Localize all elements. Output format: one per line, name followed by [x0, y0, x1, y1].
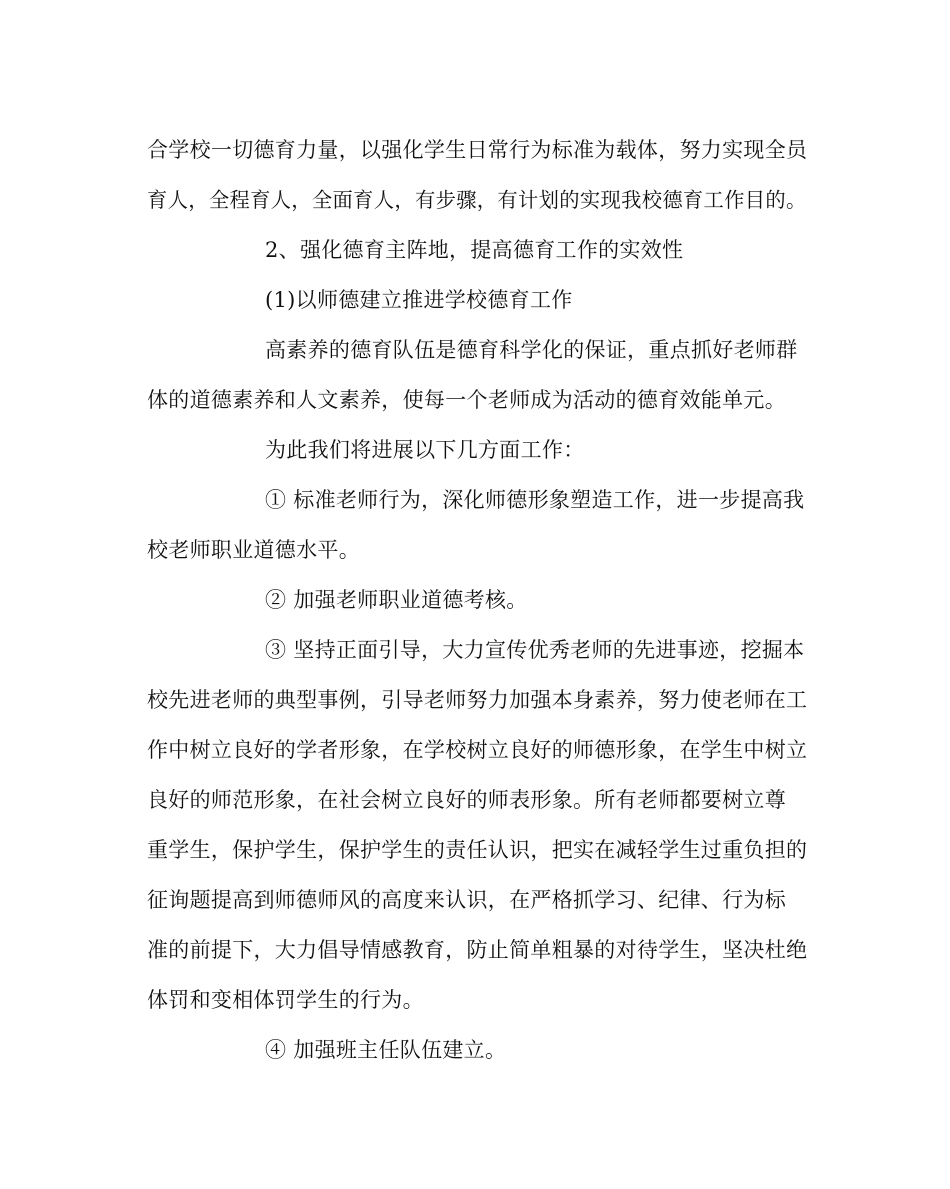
- text-line: ① 标准老师行为，深化师德形象塑造工作，进一步提高我: [265, 488, 805, 512]
- text-line: 合学校一切德育力量，以强化学生日常行为标准为载体，努力实现全员: [147, 138, 808, 162]
- text-line: ④ 加强班主任队伍建立。: [265, 1038, 507, 1062]
- text-line: 体罚和变相体罚学生的行为。: [147, 988, 424, 1012]
- text-line: 作中树立良好的学者形象，在学校树立良好的师德形象，在学生中树立: [147, 738, 808, 762]
- text-line: 体的道德素养和人文素养，使每一个老师成为活动的德育效能单元。: [147, 388, 786, 412]
- text-line: ③ 坚持正面引导，大力宣传优秀老师的先进事迹，挖掘本: [265, 638, 805, 662]
- text-line: 准的前提下，大力倡导情感教育，防止简单粗暴的对待学生，坚决杜绝: [147, 938, 808, 962]
- text-line: ② 加强老师职业道德考核。: [265, 588, 528, 612]
- text-line: 征询题提高到师德师风的高度来认识，在严格抓学习、纪律、行为标: [147, 888, 786, 912]
- text-line: 育人，全程育人，全面育人，有步骤，有计划的实现我校德育工作目的。: [147, 188, 807, 212]
- text-line: 校老师职业道德水平。: [147, 538, 360, 562]
- text-line: (1)以师德建立推进学校德育工作: [265, 288, 573, 312]
- document-body: [147, 125, 808, 1075]
- text-line: 重学生，保护学生，保护学生的责任认识，把实在减轻学生过重负担的: [147, 838, 808, 862]
- text-line: 2、强化德育主阵地，提高德育工作的实效性: [265, 238, 684, 262]
- text-line: 校先进老师的典型事例，引导老师努力加强本身素养，努力使老师在工: [147, 688, 808, 712]
- text-line: 高素养的德育队伍是德育科学化的保证，重点抓好老师群: [265, 338, 798, 362]
- text-line: 良好的师范形象，在社会树立良好的师表形象。所有老师都要树立尊: [147, 788, 786, 812]
- text-line: 为此我们将进展以下几方面工作：: [265, 438, 585, 462]
